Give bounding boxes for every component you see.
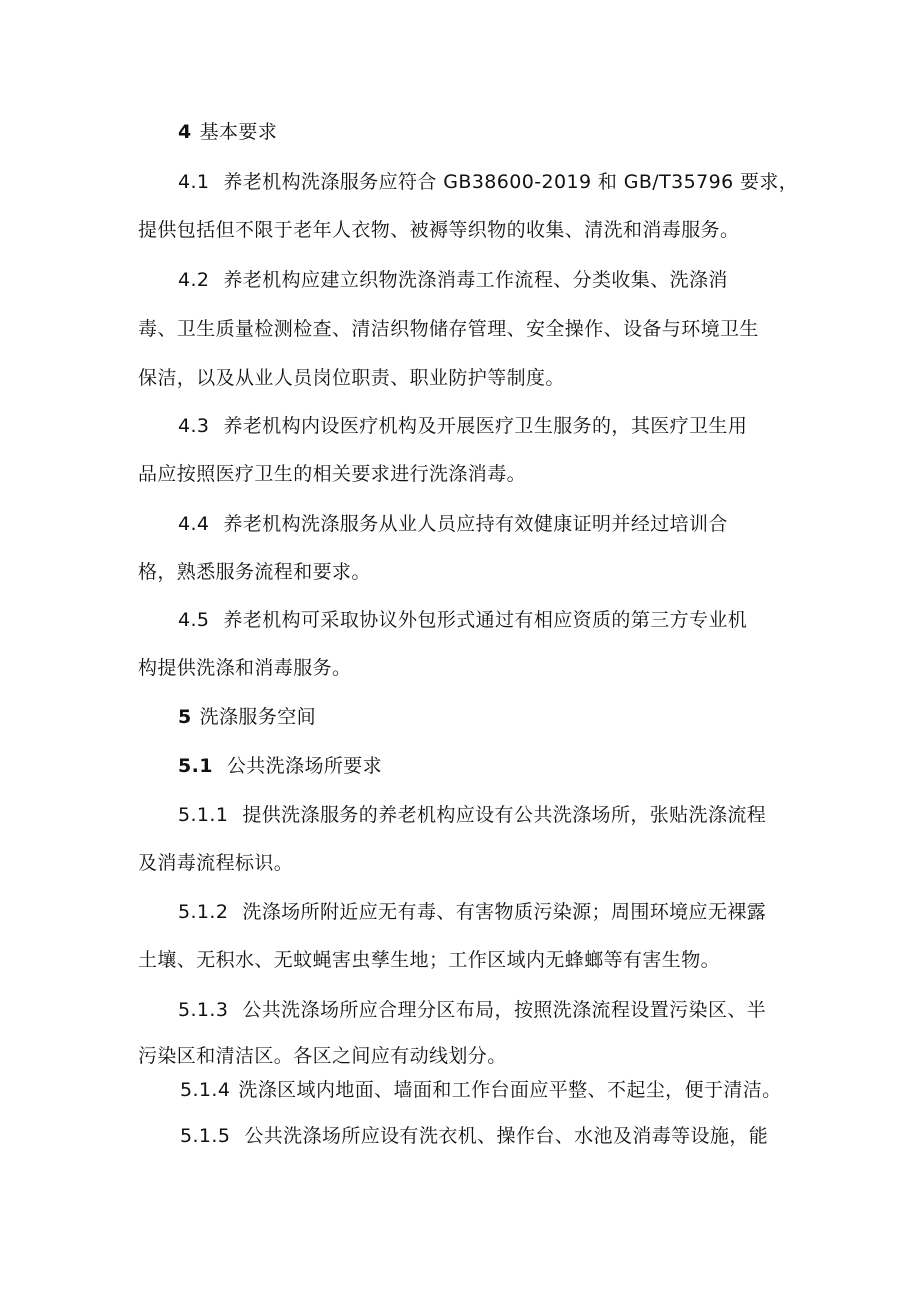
section-title: 公共洗涤场所要求 <box>226 755 383 777</box>
heading-section-4 <box>178 120 277 144</box>
paragraph-5-1-1-line-2: 及消毒流程标识。 <box>138 852 294 874</box>
clause-number: 4.2 <box>178 269 210 291</box>
clause-text: 养老机构洗涤服务应符合 GB38600-2019 和 GB/T35796 要求， <box>223 171 799 193</box>
clause-number: 5.1.4 <box>180 1079 231 1101</box>
paragraph-5-1-3-line-1 <box>178 998 766 1022</box>
section-number: 5.1 <box>178 755 213 777</box>
clause-number: 4.1 <box>178 171 210 193</box>
clause-text: 洗涤区域内地面、墙面和工作台面应平整、不起尘，便于清洁。 <box>238 1079 782 1101</box>
paragraph-4-5-line-2: 构提供洗涤和消毒服务。 <box>138 657 352 679</box>
paragraph-5-1-5-line-1 <box>180 1124 768 1148</box>
section-title: 基本要求 <box>199 121 278 143</box>
paragraph-4-4-line-2: 格，熟悉服务流程和要求。 <box>138 561 371 583</box>
clause-number: 4.4 <box>178 513 210 535</box>
paragraph-4-5-line-1 <box>178 608 747 632</box>
paragraph-4-4-line-1 <box>178 512 728 536</box>
clause-number: 5.1.1 <box>178 804 229 826</box>
paragraph-4-2-line-3: 保洁，以及从业人员岗位职责、职业防护等制度。 <box>138 367 565 389</box>
clause-text: 公共洗涤场所应设有洗衣机、操作台、水池及消毒等设施，能 <box>244 1125 769 1147</box>
paragraph-5-1-2-line-2: 土壤、无积水、无蚊蝇害虫孳生地；工作区域内无蜂螂等有害生物。 <box>138 949 721 971</box>
clause-text: 养老机构可采取协议外包形式通过有相应资质的第三方专业机 <box>223 609 748 631</box>
heading-section-5-1 <box>178 754 382 778</box>
clause-text: 公共洗涤场所应合理分区布局，按照洗涤流程设置污染区、半 <box>242 999 767 1021</box>
clause-number: 4.5 <box>178 609 210 631</box>
clause-number: 5.1.2 <box>178 901 229 923</box>
clause-text: 养老机构应建立织物洗涤消毒工作流程、分类收集、洗涤消 <box>223 269 728 291</box>
clause-text: 提供洗涤服务的养老机构应设有公共洗涤场所，张贴洗涤流程 <box>242 804 767 826</box>
paragraph-4-2-line-1 <box>178 268 728 292</box>
clause-number: 4.3 <box>178 415 210 437</box>
clause-text: 养老机构洗涤服务从业人员应持有效健康证明并经过培训合 <box>223 513 728 535</box>
paragraph-4-2-line-2: 毒、卫生质量检测检查、清洁织物储存管理、安全操作、设备与环境卫生 <box>138 318 759 340</box>
clause-number: 5.1.3 <box>178 999 229 1021</box>
paragraph-5-1-1-line-1 <box>178 803 766 827</box>
paragraph-5-1-4-line-1 <box>180 1078 782 1102</box>
section-number: 4 <box>178 121 192 143</box>
paragraph-4-1-line-2: 提供包括但不限于老年人衣物、被褥等织物的收集、清洗和消毒服务。 <box>138 219 740 241</box>
clause-text: 养老机构内设医疗机构及开展医疗卫生服务的，其医疗卫生用 <box>223 415 748 437</box>
clause-text: 洗涤场所附近应无有毒、有害物质污染源；周围环境应无裸露 <box>242 901 767 923</box>
paragraph-5-1-3-line-2: 污染区和清洁区。各区之间应有动线划分。 <box>138 1045 507 1067</box>
paragraph-4-3-line-1 <box>178 414 747 438</box>
paragraph-4-1-line-1 <box>178 170 798 194</box>
clause-number: 5.1.5 <box>180 1125 231 1147</box>
heading-section-5 <box>178 705 316 729</box>
paragraph-5-1-2-line-1 <box>178 900 766 924</box>
section-title: 洗涤服务空间 <box>199 706 317 728</box>
paragraph-4-3-line-2: 品应按照医疗卫生的相关要求进行洗涤消毒。 <box>138 463 527 485</box>
section-number: 5 <box>178 706 192 728</box>
